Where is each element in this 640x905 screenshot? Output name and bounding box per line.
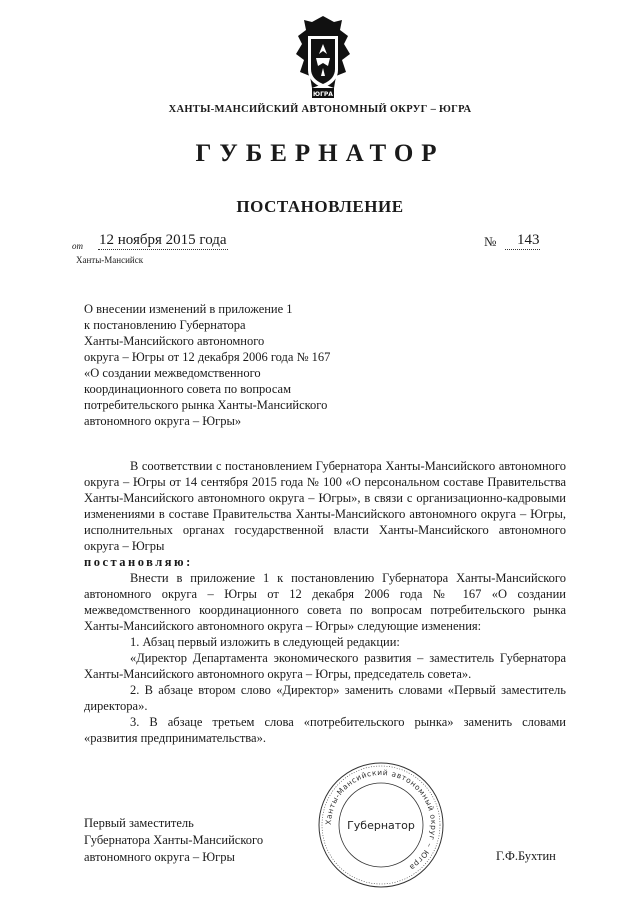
item-1: 1. Абзац первый изложить в следующей редакции: — [130, 635, 400, 649]
stamp-center-text: Губернатор — [347, 819, 415, 832]
document-subject — [84, 301, 384, 429]
emblem-label: ЮГРА — [313, 91, 333, 98]
region-name: ХАНТЫ-МАНСИЙСКИЙ АВТОНОМНЫЙ ОКРУГ – ЮГРА — [168, 104, 472, 115]
number-sign: № — [484, 234, 497, 249]
main-paragraph: Внести в приложение 1 к постановлению Губернатора Ханты-Мансийского автономного округа – Югры от 12 декабря 2006 года № 167 «О создании межведомственного координационного совета по вопросам потребительского рынка Ханты-Мансийского автономного округа – Югры» следующие изменения: — [84, 571, 566, 633]
issue-city: Ханты-Мансийск — [76, 255, 144, 265]
preamble-paragraph: В соответствии с постановлением Губернатора Ханты-Мансийского автономного округа – Югры от 14 сентября 2015 года № 100 «О персональном составе Правительства Ханты-Мансийского автономного округа – Югры», в связи с организационно-кадровыми изменениями в составе Правительства Ханты-Мансийского автономного округа – Югры, исполнительных органах государственной власти Ханты-Мансийского автономного округа – Югры — [84, 459, 566, 553]
subject-line: автономного округа – Югры» — [84, 414, 242, 428]
document-number: 143 — [505, 232, 540, 250]
subject-line: «О создании межведомственного — [84, 366, 261, 380]
subject-line: О внесении изменений в приложение 1 — [84, 302, 293, 316]
stamp-ring-text: Ханты-Мансийский автономный округ – Югра — [323, 767, 439, 873]
document-date: 12 ноября 2015 года — [99, 232, 227, 248]
subject-line: округа – Югры от 12 декабря 2006 года № 167 — [84, 350, 331, 364]
signatory-line: Первый заместитель — [84, 816, 194, 830]
date-prefix: от — [72, 241, 83, 251]
subject-line: Ханты-Мансийского автономного — [84, 334, 265, 348]
subject-line: потребительского рынка Ханты-Мансийского — [84, 398, 328, 412]
item-3: 3. В абзаце третьем слова «потребительского рынка» заменить словами «развития предпринимательства». — [84, 715, 566, 745]
issuer-title: ГУБЕРНАТОР — [195, 140, 445, 167]
signatory-line: Губернатора Ханты-Мансийского — [84, 833, 264, 847]
official-stamp — [316, 760, 446, 890]
item-2: 2. В абзаце втором слово «Директор» заменить словами «Первый заместитель директора». — [84, 683, 566, 713]
item-1-quote: «Директор Департамента экономического развития – заместитель Губернатора Ханты-Мансийского автономного округа – Югры, председатель совета». — [84, 651, 566, 681]
signatory-line: автономного округа – Югры — [84, 850, 235, 864]
resolve-keyword: постановляю: — [84, 555, 193, 569]
coat-of-arms-icon — [290, 14, 356, 102]
subject-line: координационного совета по вопросам — [84, 382, 292, 396]
document-body — [84, 458, 566, 746]
document-type: ПОСТАНОВЛЕНИЕ — [236, 197, 404, 216]
signatory-title — [84, 815, 263, 866]
subject-line: к постановлению Губернатора — [84, 318, 246, 332]
signatory-name: Г.Ф.Бухтин — [496, 849, 556, 863]
